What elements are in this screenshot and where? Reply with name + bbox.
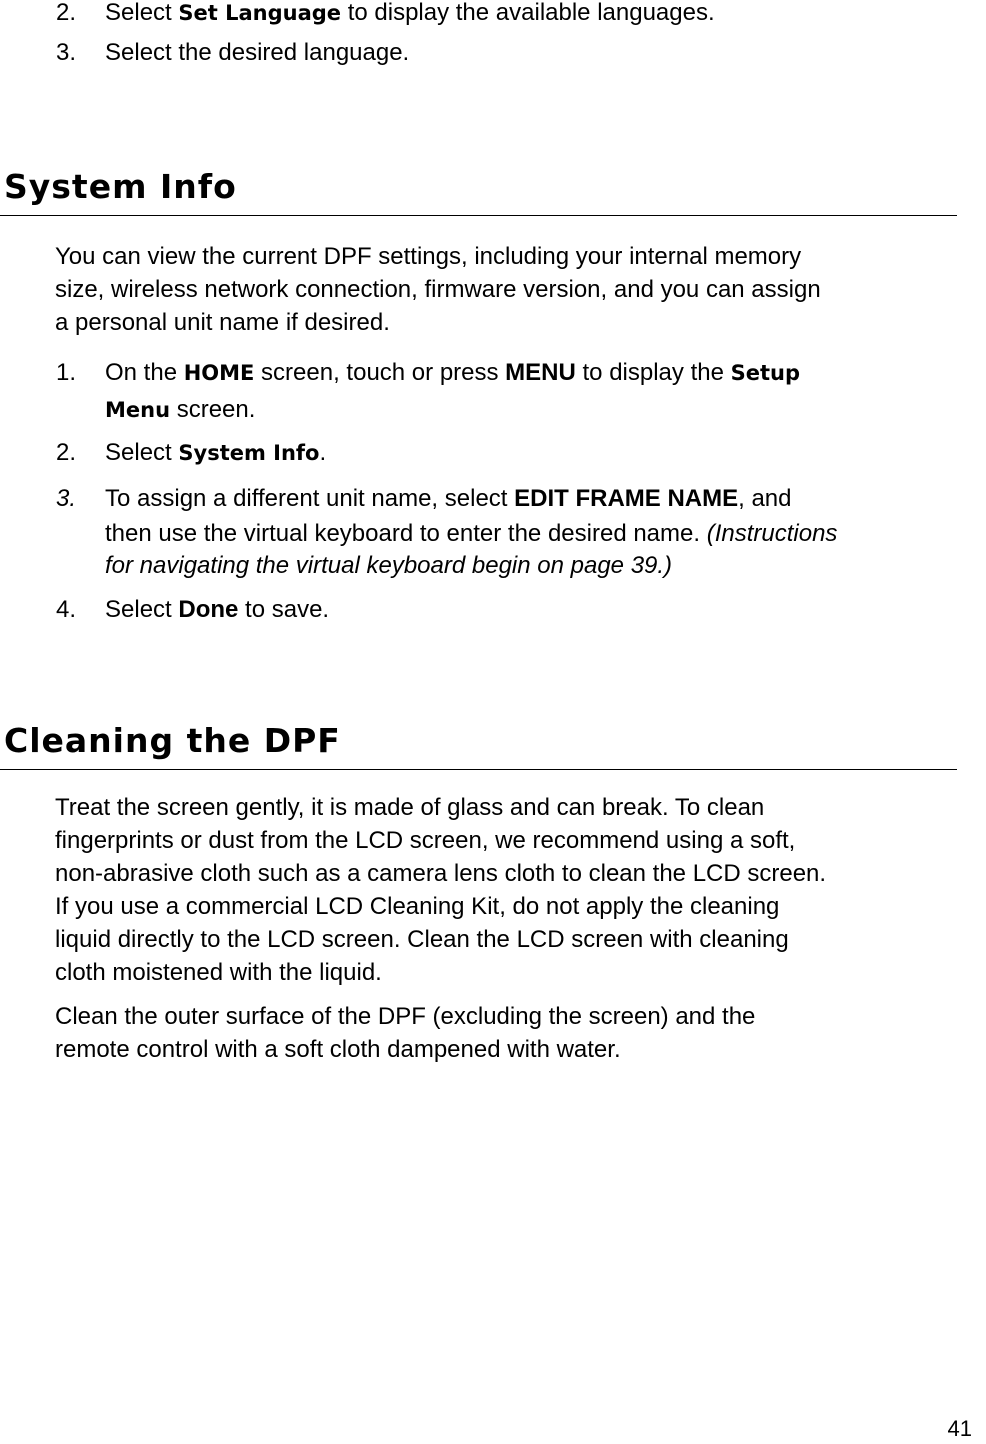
paragraph-line: Treat the screen gently, it is made of glass and can break. To clean [55, 794, 765, 821]
paragraph-line: liquid directly to the LCD screen. Clean the LCD screen with cleaning [55, 926, 789, 953]
heading-rule [0, 215, 957, 216]
paragraph-line: non-abrasive cloth such as a camera lens cloth to clean the LCD screen. [55, 860, 827, 887]
step-text: Select the desired language. [105, 39, 410, 66]
section-heading-cleaning: Cleaning the DPF [4, 721, 341, 760]
cross-reference-note: (Instructions [706, 520, 838, 547]
intro-line: You can view the current DPF settings, including your internal memory [55, 243, 802, 270]
step-number: 3. [56, 39, 77, 66]
step-text: On the HOME screen, touch or press MENU to display the Setup [105, 359, 800, 386]
intro-line: size, wireless network connection, firmware version, and you can assign [55, 276, 821, 303]
step-text: Select System Info. [105, 439, 327, 466]
step-text-cont: then use the virtual keyboard to enter the desired name. (Instructions [105, 520, 838, 547]
page-number: 41 [947, 1416, 972, 1441]
key-term: Done [178, 596, 239, 623]
paragraph-line: cloth moistened with the liquid. [55, 959, 382, 986]
ui-term: System Info [178, 441, 320, 465]
ui-term: Menu [105, 398, 171, 422]
step-number: 4. [56, 596, 77, 623]
paragraph-line: Clean the outer surface of the DPF (excluding the screen) and the [55, 1003, 756, 1030]
paragraph-line: fingerprints or dust from the LCD screen, we recommend using a soft, [55, 827, 796, 854]
paragraph-line: If you use a commercial LCD Cleaning Kit, do not apply the cleaning [55, 893, 780, 920]
ui-term: HOME [183, 361, 255, 385]
ui-term: Setup [730, 361, 800, 385]
step-text-cont: Menu screen. [105, 396, 256, 423]
step-number: 2. [56, 439, 77, 466]
step-number: 2. [56, 0, 77, 26]
paragraph-line: remote control with a soft cloth dampened with water. [55, 1036, 621, 1063]
step-number: 1. [56, 359, 77, 386]
step-text: To assign a different unit name, select EDIT FRAME NAME, and [105, 485, 792, 512]
section-heading-system-info: System Info [4, 167, 237, 206]
heading-rule [0, 769, 957, 770]
intro-line: a personal unit name if desired. [55, 309, 390, 336]
key-term: EDIT FRAME NAME [514, 485, 739, 512]
step-text: Select Set Language to display the available languages. [105, 0, 715, 26]
ui-term: Set Language [178, 1, 342, 25]
cross-reference-note: for navigating the virtual keyboard begin on page 39.) [105, 552, 673, 579]
step-text: Select Done to save. [105, 596, 330, 623]
key-term: MENU [505, 359, 576, 386]
step-number: 3. [56, 485, 77, 512]
